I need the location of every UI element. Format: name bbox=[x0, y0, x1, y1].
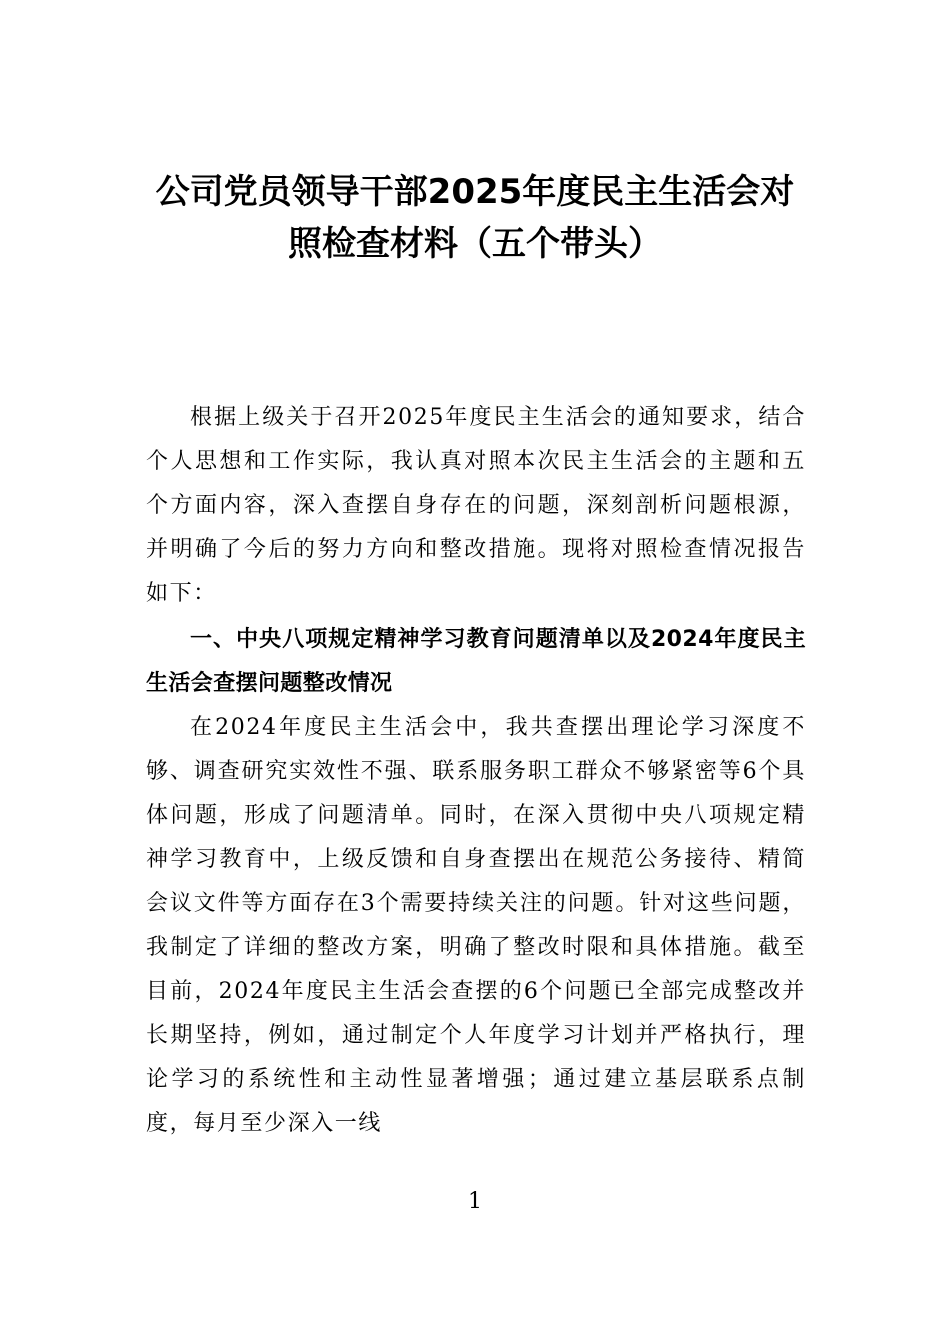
title-line-1: 公司党员领导干部2025年度民主生活会对 bbox=[155, 172, 795, 212]
page-number: 1 bbox=[468, 1189, 482, 1214]
section-1-paragraph: 在2024年度民主生活会中，我共查摆出理论学习深度不够、调查研究实效性不强、联系服务职工群众不够紧密等6个具体问题，形成了问题清单。同时，在深入贯彻中央八项规定精神学习教育中，上级反馈和自身查摆出在规范公务接待、精简会议文件等方面存在3个需要持续关注的问题。针对这些问题，我制定了详细的整改方案，明确了整改时限和具体措施。截至目前，2024年度民主生活会查摆的6个问题已全部完成整改并长期坚持，例如，通过制定个人年度学习计划并严格执行，理论学习的系统性和主动性显著增强；通过建立基层联系点制度，每月至少深入一线 bbox=[146, 715, 806, 1136]
section-heading-1: 一、中央八项规定精神学习教育问题清单以及2024年度民主生活会查摆问题整改情况 bbox=[146, 627, 806, 696]
title-line-2: 照检查材料（五个带头） bbox=[288, 224, 662, 264]
intro-paragraph: 根据上级关于召开2025年度民主生活会的通知要求，结合个人思想和工作实际，我认真对照本次民主生活会的主题和五个方面内容，深入查摆自身存在的问题，深刻剖析问题根源，并明确了今后的努力方向和整改措施。现将对照检查情况报告如下： bbox=[146, 405, 806, 606]
document-title bbox=[140, 166, 810, 270]
